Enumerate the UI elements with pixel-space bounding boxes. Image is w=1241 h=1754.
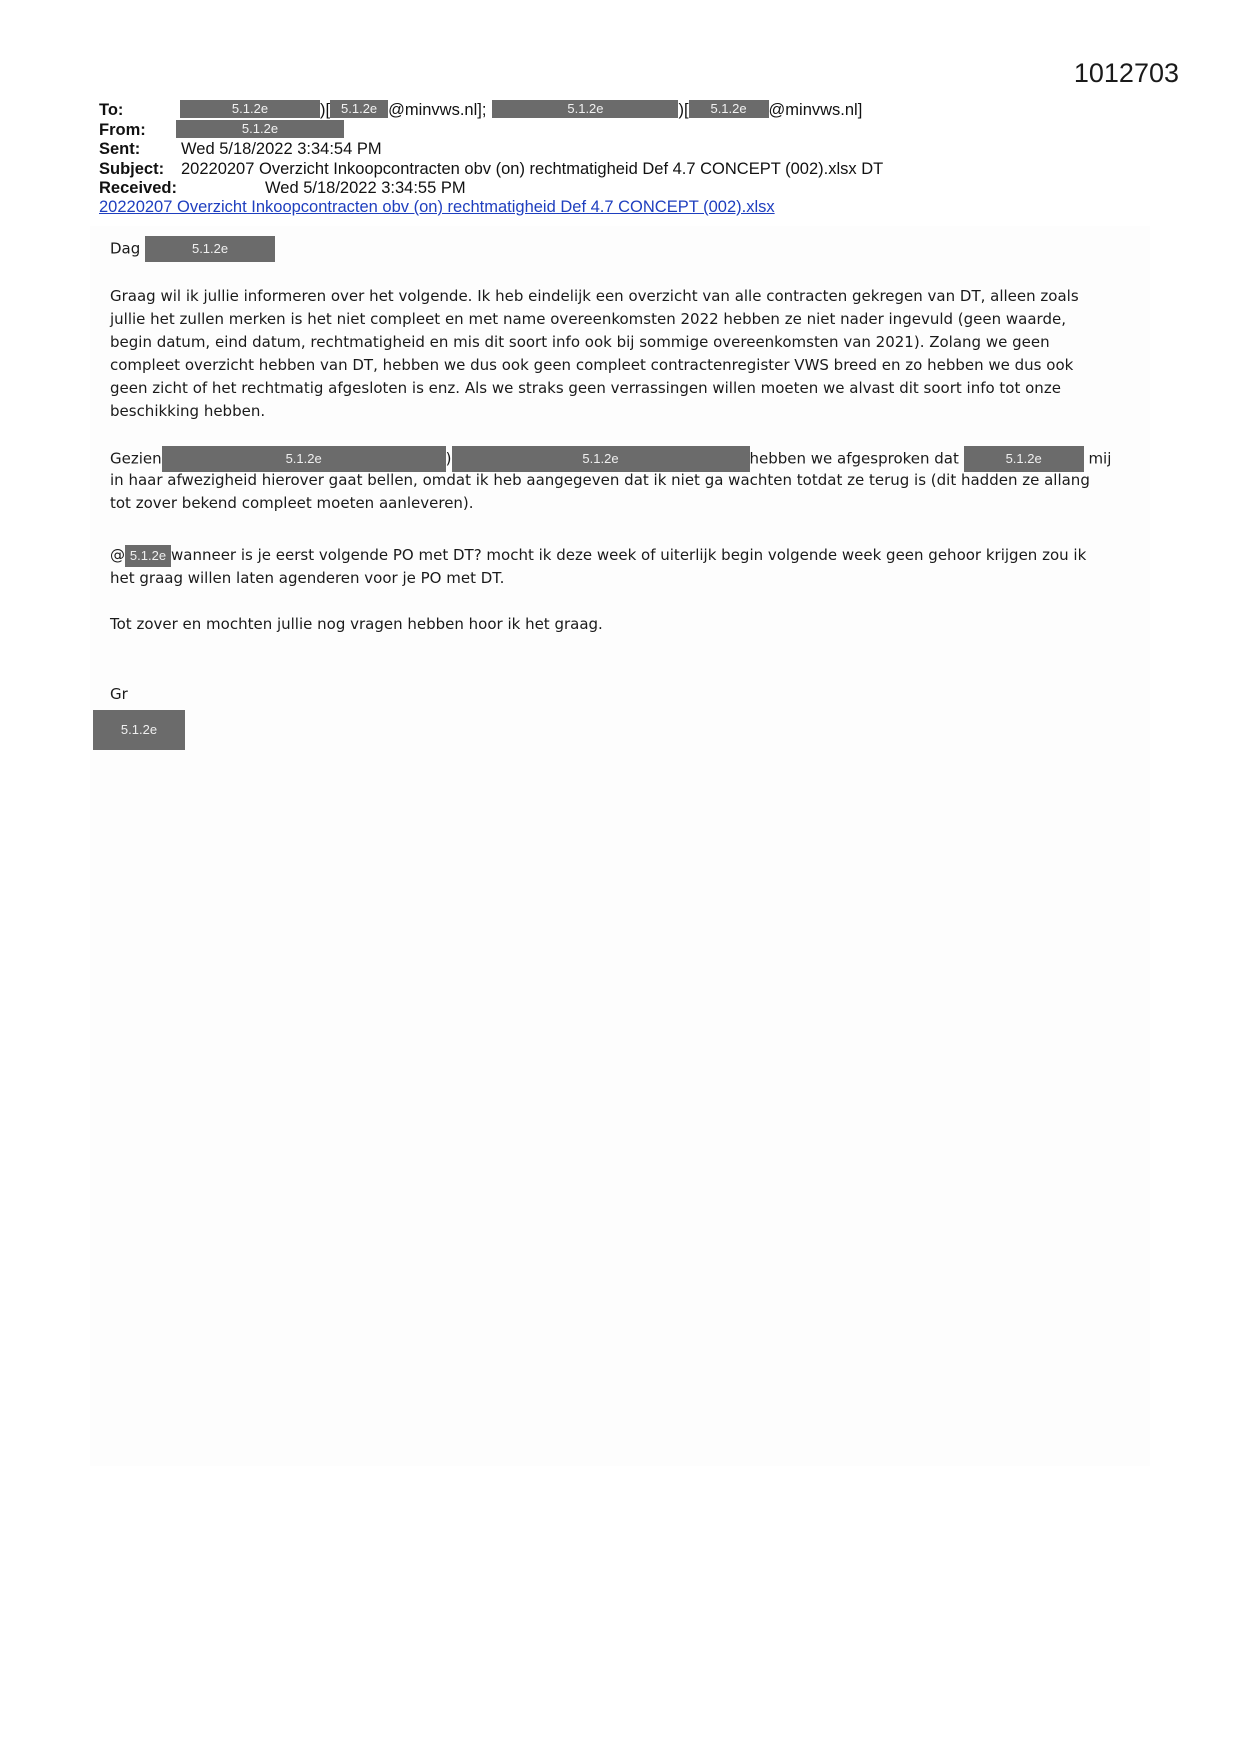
text-line: Graag wil ik jullie informeren over het volgende. Ik heb eindelijk een overzicht van alle contracten gekregen van DT, alleen zoals [110,287,1079,305]
text-line: compleet overzicht hebben van DT, hebben we dus ook geen compleet contractenregister VWS breed en zo hebben we dus ook [110,356,1074,374]
paragraph-2 [110,446,1120,515]
paragraph-3 [110,544,1120,590]
document-number: 1012703 [1073,58,1179,88]
from-label: From: [99,120,146,139]
signature-redaction: 5.1.2e [93,710,185,750]
subject-row [99,159,1179,179]
attachment-link[interactable]: 20220207 Overzicht Inkoopcontracten obv (on) rechtmatigheid Def 4.7 CONCEPT (002).xlsx [99,198,775,216]
closing-text: Gr [110,685,128,703]
received-row [99,178,1179,198]
to-recipients [180,100,862,120]
text-line: Tot zover en mochten jullie nog vragen hebben hoor ik het graag. [110,615,603,633]
subject-label: Subject: [99,159,165,178]
to-domain: @minvws.nl]; [388,101,487,119]
closing [110,683,1120,706]
text-line: geen zicht of het rechtmatig afgesloten is enz. Als we straks geen verrassingen willen moeten we alvast dit soort info tot onze [110,379,1061,397]
p2-start: Gezien [110,449,162,468]
p2-mid: hebben we afgesproken dat [749,449,959,468]
to-row [99,100,1179,120]
text-line: begin datum, eind datum, rechtmatigheid en mis dit soort info ook bij sommige overeenkomsten van 2021). Zolang we geen [110,333,1050,351]
from-row [99,120,1179,140]
redaction: 5.1.2e [964,446,1084,472]
redaction: 5.1.2e [145,236,275,262]
redaction: 5.1.2e [180,100,320,118]
sent-value: Wed 5/18/2022 3:34:54 PM [181,140,382,158]
text-line [110,446,1120,469]
received-value: Wed 5/18/2022 3:34:55 PM [265,179,466,197]
redaction: 5.1.2e [452,446,750,472]
to-separator: )[ [678,101,689,119]
redaction: 5.1.2e [176,120,344,138]
text-line: tot zover bekend compleet moeten aanleveren). [110,494,474,512]
text-line: beschikking hebben. [110,402,266,420]
p2-paren: ) [445,449,452,468]
to-separator: )[ [320,101,331,119]
text-line: het graag willen laten agenderen voor je PO met DT. [110,569,505,587]
redaction: 5.1.2e [330,100,388,118]
to-domain: @minvws.nl] [768,101,863,119]
p3-first: wanneer is je eerst volgende PO met DT? mocht ik deze week of uiterlijk begin volgende week geen gehoor krijgen zou ik [171,546,1087,564]
redaction: 5.1.2e [162,446,446,472]
text-line [110,544,1120,567]
subject-value: 20220207 Overzicht Inkoopcontracten obv (on) rechtmatigheid Def 4.7 CONCEPT (002).xlsx DT [181,159,884,178]
greeting-line [110,236,1120,262]
sent-label: Sent: [99,140,141,158]
from-value [176,120,344,140]
redaction: 5.1.2e [689,100,769,118]
text-line: jullie het zullen merken is het niet compleet en met name overeenkomsten 2022 hebben ze niet nader ingevuld (geen waarde, [110,310,1066,328]
greeting: Dag [110,239,141,258]
paragraph-4 [110,613,1120,636]
redaction: 5.1.2e [492,100,678,118]
text-line: in haar afwezigheid hierover gaat bellen, omdat ik heb aangegeven dat ik niet ga wachten totdat ze terug is (dit hadden ze allang [110,471,1090,489]
mention-at: @ [110,546,125,564]
to-label: To: [99,101,124,119]
paragraph-1 [110,285,1120,423]
sent-row [99,139,1179,159]
redaction: 5.1.2e [125,545,171,567]
email-header [99,100,1179,198]
received-label: Received: [99,179,177,197]
p2-end: mij [1088,449,1112,468]
